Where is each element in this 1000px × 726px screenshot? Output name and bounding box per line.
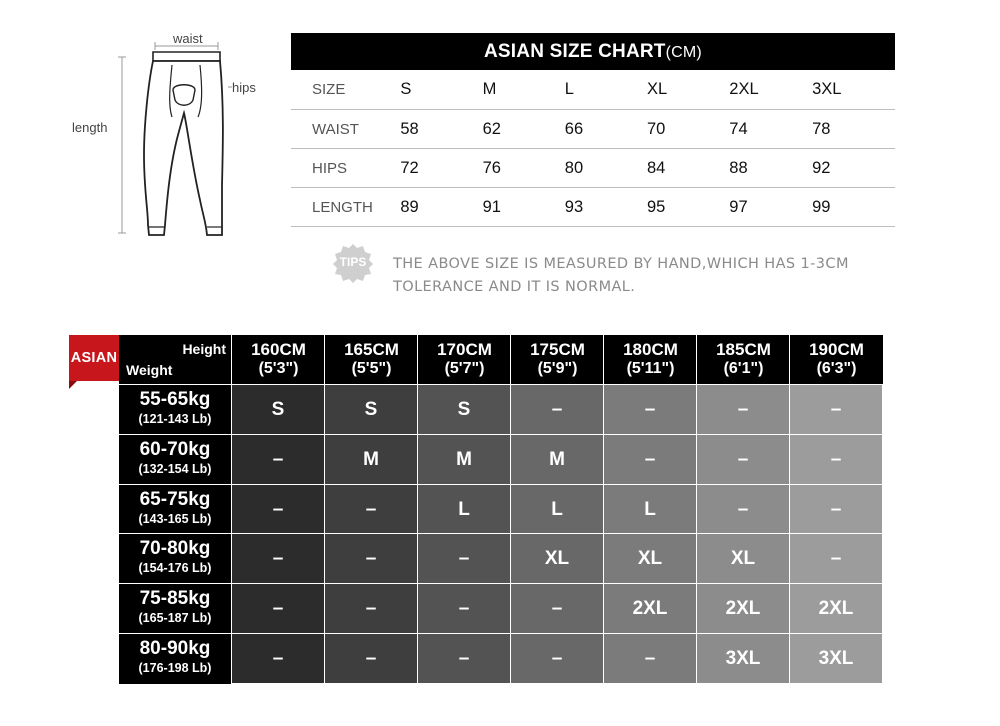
size-table-cell: 66 (565, 110, 647, 149)
height-header-cell (510, 335, 604, 384)
height-header-cell (324, 335, 418, 384)
height-ft: (5'5") (351, 360, 392, 377)
height-header-cell (231, 335, 325, 384)
size-grid-cell: 3XL (789, 633, 882, 683)
hips-label: hips (232, 80, 256, 95)
size-grid-cell: – (231, 533, 324, 583)
height-header-cell (603, 335, 697, 384)
weight-kg: 60-70kg (139, 438, 211, 460)
height-weight-size-grid (119, 335, 882, 683)
size-table-cell: 76 (483, 149, 565, 188)
size-table-row (291, 188, 895, 227)
size-table (291, 70, 895, 227)
size-grid-cell: – (324, 533, 417, 583)
size-chart-title (291, 33, 895, 70)
pants-illustration (60, 25, 290, 250)
height-cm: 165CM (344, 340, 399, 359)
size-grid-cell: – (789, 533, 882, 583)
weight-lb: (121-143 Lb) (138, 412, 212, 426)
size-table-cell: 91 (483, 188, 565, 227)
size-table-cell: 97 (729, 188, 812, 227)
size-grid-cell: – (324, 633, 417, 683)
tips-text (393, 253, 913, 299)
size-table-cell: 88 (729, 149, 812, 188)
size-grid-cell: – (510, 583, 603, 633)
tips-badge (332, 243, 374, 283)
size-grid-cell: 2XL (603, 583, 696, 633)
size-table-cell: L (565, 70, 647, 110)
size-grid-cell: – (603, 633, 696, 683)
size-grid-cell: S (417, 384, 510, 434)
size-grid-cell: L (603, 484, 696, 534)
size-grid-cell: XL (510, 533, 603, 583)
size-grid-cell: – (696, 384, 789, 434)
size-grid-cell: – (417, 583, 510, 633)
size-table-cell: 78 (812, 110, 895, 149)
size-grid-cell: – (510, 384, 603, 434)
length-label: length (72, 120, 108, 135)
size-table-cell: 2XL (729, 70, 812, 110)
size-chart-unit: (CM) (665, 44, 702, 61)
height-header-cell (696, 335, 790, 384)
height-cm: 175CM (530, 340, 585, 359)
tips-badge-label: TIPS (339, 255, 367, 269)
size-chart-title-text: ASIAN SIZE CHART (484, 41, 666, 62)
size-table-cell: 74 (729, 110, 812, 149)
size-table-cell: 62 (483, 110, 565, 149)
weight-lb: (165-187 Lb) (138, 611, 212, 626)
size-table-row-label: LENGTH (291, 188, 400, 227)
height-header-cell (789, 335, 883, 384)
size-grid-cell: XL (696, 533, 789, 583)
size-table-cell: 89 (400, 188, 482, 227)
size-grid-cell: M (510, 434, 603, 484)
asian-badge (69, 335, 119, 381)
size-table-row-label: WAIST (291, 110, 400, 149)
weight-lb: (176-198 Lb) (138, 661, 212, 675)
height-ft: (6'1") (723, 360, 764, 377)
size-table-cell: M (483, 70, 565, 110)
size-grid-cell: – (789, 484, 882, 534)
size-table-cell: 70 (647, 110, 729, 149)
size-table-cell: 3XL (812, 70, 895, 110)
tips-line-2: TOLERANCE AND IT IS NORMAL. (393, 279, 636, 295)
size-table-cell: 99 (812, 188, 895, 227)
weight-lb: (132-154 Lb) (138, 461, 212, 476)
size-table-cell: 92 (812, 149, 895, 188)
size-grid-cell: – (696, 484, 789, 534)
height-cm: 185CM (716, 340, 771, 359)
height-cm: 190CM (809, 340, 864, 359)
weight-row-header (119, 633, 231, 684)
height-ft: (5'7") (444, 360, 485, 377)
size-grid-cell: 3XL (696, 633, 789, 683)
tips-line-1: THE ABOVE SIZE IS MEASURED BY HAND,WHICH HAS 1-3CM (393, 256, 849, 272)
size-grid-cell: M (417, 434, 510, 484)
size-grid-cell: – (324, 583, 417, 633)
size-table-cell: 84 (647, 149, 729, 188)
size-grid-cell: L (510, 484, 603, 534)
size-grid-cell: S (231, 384, 324, 434)
size-grid-cell: – (231, 434, 324, 484)
height-cm: 180CM (623, 340, 678, 359)
size-grid-cell: – (603, 384, 696, 434)
size-grid-cell: 2XL (789, 583, 882, 633)
size-table-cell: 95 (647, 188, 729, 227)
size-grid-cell: – (417, 533, 510, 583)
size-grid-cell: 2XL (696, 583, 789, 633)
weight-kg: 65-75kg (139, 488, 211, 510)
size-table-cell: 58 (400, 110, 482, 149)
asian-badge-label: ASIAN (70, 350, 118, 366)
size-grid-cell: – (324, 484, 417, 534)
asian-size-chart (291, 33, 895, 227)
height-cm: 160CM (251, 340, 306, 359)
height-ft: (5'9") (537, 360, 578, 377)
size-table-row-label: HIPS (291, 149, 400, 188)
pants-measurement-figure (60, 25, 290, 250)
height-cm: 170CM (437, 340, 492, 359)
size-grid-cell: – (603, 434, 696, 484)
size-table-cell: 72 (400, 149, 482, 188)
size-grid-cell: – (510, 633, 603, 683)
size-table-cell: XL (647, 70, 729, 110)
size-table-cell: 93 (565, 188, 647, 227)
height-ft: (6'3") (816, 360, 857, 377)
weight-kg: 70-80kg (139, 538, 211, 560)
corner-height-label: Height (182, 341, 226, 357)
size-grid-cell: – (789, 384, 882, 434)
height-ft: (5'11") (626, 360, 675, 377)
weight-kg: 75-85kg (139, 588, 211, 610)
corner-weight-label: Weight (126, 362, 173, 378)
weight-lb: (143-165 Lb) (138, 511, 212, 526)
weight-row-header (119, 484, 231, 535)
weight-kg: 80-90kg (139, 638, 211, 659)
size-table-row (291, 110, 895, 149)
size-grid-cell: – (231, 633, 324, 683)
weight-kg: 55-65kg (139, 389, 211, 410)
size-table-row-label: SIZE (291, 70, 400, 110)
size-grid-cell: M (324, 434, 417, 484)
weight-lb: (154-176 Lb) (138, 561, 212, 576)
size-grid-cell: – (696, 434, 789, 484)
weight-row-header (119, 583, 231, 634)
size-grid-cell: – (417, 633, 510, 683)
height-header-cell (417, 335, 511, 384)
size-grid-cell: – (789, 434, 882, 484)
size-grid-cell: L (417, 484, 510, 534)
weight-row-header (119, 533, 231, 584)
size-table-row (291, 70, 895, 110)
grid-corner-header (119, 335, 231, 384)
size-table-row (291, 149, 895, 188)
waist-label: waist (173, 31, 203, 46)
tips-note (332, 243, 932, 298)
size-grid-cell: – (231, 484, 324, 534)
weight-row-header (119, 384, 231, 435)
weight-row-header (119, 434, 231, 485)
size-grid-cell: – (231, 583, 324, 633)
height-ft: (5'3") (258, 360, 299, 377)
size-grid-cell: XL (603, 533, 696, 583)
size-grid-cell: S (324, 384, 417, 434)
size-table-cell: 80 (565, 149, 647, 188)
size-table-cell: S (400, 70, 482, 110)
